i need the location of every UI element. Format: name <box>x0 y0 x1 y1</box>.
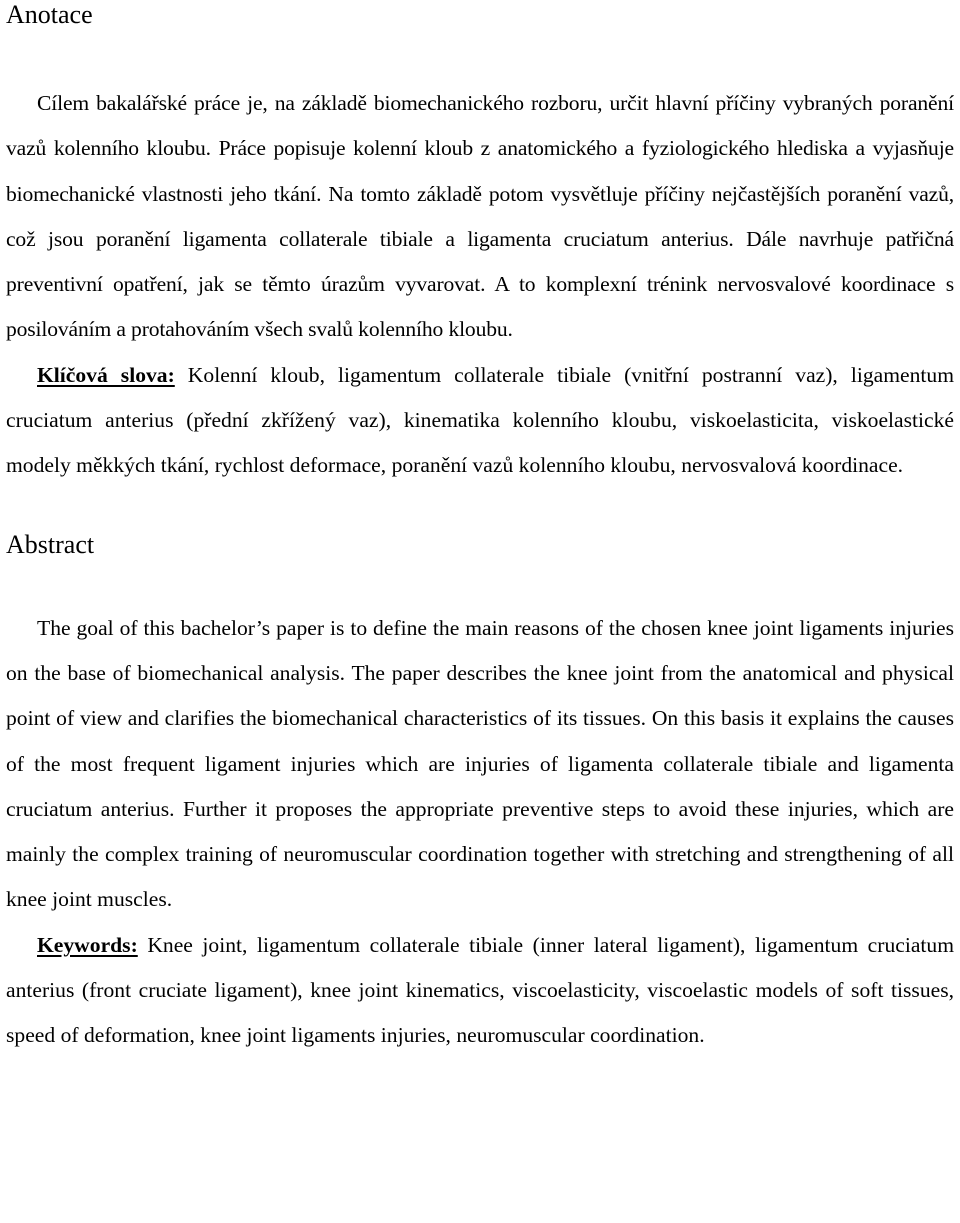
anotace-body: Cílem bakalářské práce je, na základě biomechanického rozboru, určit hlavní příčiny vybraných poranění vazů kolenního kloubu. Práce popisuje kolenní kloub z anatomického a fyziologického hlediska a vyjasňuje biomechanické vlastnosti jeho tkání. Na tomto základě potom vysvětluje příčiny nejčastějších poranění vazů, což jsou poranění ligamenta collaterale tibiale a ligamenta cruciatum anterius. Dále navrhuje patřičná preventivní opatření, jak se těmto úrazům vyvarovat. A to komplexní trénink nervosvalové koordinace s posilováním a protahováním všech svalů kolenního kloubu. <box>6 91 954 342</box>
abstract-body: The goal of this bachelor’s paper is to define the main reasons of the chosen knee joint ligaments injuries on the base of biomechanical analysis. The paper describes the knee joint from the anatomical and physical point of view and clarifies the biomechanical characteristics of its tissues. On this basis it explains the causes of the most frequent ligament injuries which are injuries of ligamenta collaterale tibiale and ligamenta cruciatum anterius. Further it proposes the appropriate preventive steps to avoid these injuries, which are mainly the complex training of neuromuscular coordination together with stretching and strengthening of all knee joint muscles. <box>6 615 954 912</box>
abstract-heading: Abstract <box>6 529 95 559</box>
anotace-keywords-label: Klíčová slova: <box>37 362 175 387</box>
spacer <box>6 560 954 606</box>
anotace-heading: Anotace <box>6 0 93 29</box>
abstract-keywords-paragraph <box>6 923 954 1059</box>
spacer <box>6 489 954 530</box>
abstract-keywords-label: Keywords: <box>37 932 138 957</box>
anotace-keywords-paragraph <box>6 353 954 489</box>
anotace-keywords-text: Kolenní kloub, ligamentum collaterale tibiale (vnitřní postranní vaz), ligamentum cruciatum anterius (přední zkřížený vaz), kinematika kolenního kloubu, viskoelasticita, viskoelastické modely měkkých tkání, rychlost deformace, poranění vazů kolenního kloubu, nervosvalová koordinace. <box>6 362 954 478</box>
abstract-keywords-text: Knee joint, ligamentum collaterale tibiale (inner lateral ligament), ligamentum cruciatum anterius (front cruciate ligament), knee joint kinematics, viscoelasticity, viscoelastic models of soft tissues, speed of deformation, knee joint ligaments injuries, neuromuscular coordination. <box>6 932 954 1048</box>
spacer <box>6 30 954 81</box>
